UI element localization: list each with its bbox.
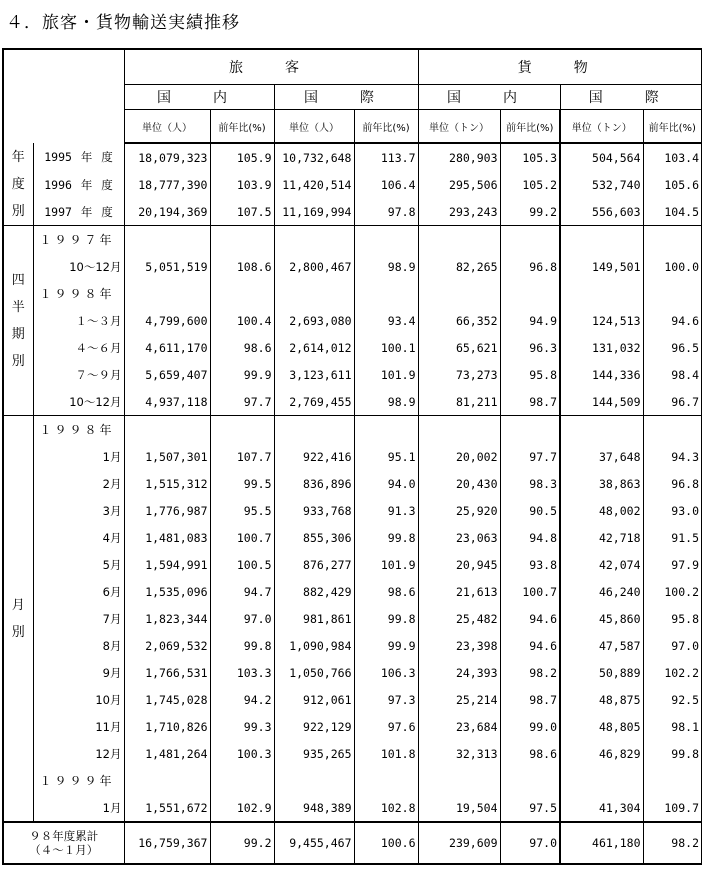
group-year-row (3, 226, 702, 254)
cell-cargo-international-yoy: 98.2 (643, 822, 702, 864)
cell-passenger-international: 935,265 (274, 740, 354, 767)
empty-cell (500, 280, 560, 307)
cell-passenger-international-yoy: 97.6 (354, 713, 418, 740)
cell-passenger-international-yoy: 97.3 (354, 686, 418, 713)
section-label-annual (3, 143, 33, 226)
cell-passenger-international-yoy: 99.8 (354, 524, 418, 551)
group-year-label: １９９８年 (33, 416, 124, 444)
cell-passenger-domestic: 1,710,826 (124, 713, 210, 740)
cell-cargo-domestic-yoy: 100.7 (500, 578, 560, 605)
row-label: ４～６月 (33, 334, 124, 361)
cell-cargo-domestic: 19,504 (418, 794, 500, 822)
empty-cell (354, 280, 418, 307)
cell-passenger-domestic: 1,481,264 (124, 740, 210, 767)
empty-cell (124, 226, 210, 254)
unit-header: 単位（人） (274, 110, 354, 144)
cell-passenger-domestic-yoy: 103.9 (210, 171, 274, 198)
empty-cell (210, 226, 274, 254)
empty-cell (354, 416, 418, 444)
row-label: 12月 (33, 740, 124, 767)
cell-passenger-domestic: 2,069,532 (124, 632, 210, 659)
cell-cargo-domestic: 23,398 (418, 632, 500, 659)
total-label-line2: （４～１月） (29, 843, 99, 857)
unit-header: 単位（トン） (418, 110, 500, 144)
cell-cargo-domestic-yoy: 97.0 (500, 822, 560, 864)
cell-cargo-international: 124,513 (560, 307, 643, 334)
empty-cell (124, 767, 210, 794)
cell-passenger-domestic-yoy: 94.7 (210, 578, 274, 605)
unit-header: 単位（トン） (560, 110, 643, 144)
row-label: １～３月 (33, 307, 124, 334)
cell-passenger-domestic: 1,594,991 (124, 551, 210, 578)
cell-passenger-international: 836,896 (274, 470, 354, 497)
group-year-row (3, 767, 702, 794)
cell-cargo-international-yoy: 97.0 (643, 632, 702, 659)
cell-passenger-international-yoy: 106.3 (354, 659, 418, 686)
cell-passenger-domestic: 1,776,987 (124, 497, 210, 524)
cell-passenger-domestic-yoy: 97.7 (210, 388, 274, 416)
table-row (3, 470, 702, 497)
total-row (3, 822, 702, 864)
empty-cell (274, 226, 354, 254)
yoy-header: 前年比(%) (210, 110, 274, 144)
row-label: 1月 (33, 443, 124, 470)
cell-passenger-domestic-yoy: 102.9 (210, 794, 274, 822)
page-title: ４．旅客・貨物輸送実績推移 (6, 13, 240, 33)
cell-passenger-international: 2,769,455 (274, 388, 354, 416)
cell-passenger-international: 882,429 (274, 578, 354, 605)
cell-passenger-domestic-yoy: 100.7 (210, 524, 274, 551)
table-row (3, 605, 702, 632)
cell-cargo-international-yoy: 105.6 (643, 171, 702, 198)
section-label-char: 年 (11, 149, 25, 165)
cell-cargo-international-yoy: 95.8 (643, 605, 702, 632)
cell-cargo-domestic-yoy: 99.0 (500, 713, 560, 740)
cell-cargo-domestic: 295,506 (418, 171, 500, 198)
cell-passenger-international: 3,123,611 (274, 361, 354, 388)
cell-cargo-international-yoy: 100.0 (643, 253, 702, 280)
cell-passenger-international: 933,768 (274, 497, 354, 524)
cell-passenger-international-yoy: 91.3 (354, 497, 418, 524)
cell-passenger-international: 1,090,984 (274, 632, 354, 659)
table-row (3, 578, 702, 605)
cell-cargo-domestic: 24,393 (418, 659, 500, 686)
cell-passenger-international: 912,061 (274, 686, 354, 713)
cell-passenger-international: 922,416 (274, 443, 354, 470)
cell-cargo-international: 42,074 (560, 551, 643, 578)
cell-cargo-international-yoy: 94.6 (643, 307, 702, 334)
unit-header: 単位（人） (124, 110, 210, 144)
cell-cargo-domestic: 23,684 (418, 713, 500, 740)
cell-cargo-domestic: 82,265 (418, 253, 500, 280)
cell-passenger-domestic: 4,799,600 (124, 307, 210, 334)
section-label-char: 月 (11, 597, 25, 613)
cell-cargo-domestic: 32,313 (418, 740, 500, 767)
cell-cargo-international: 48,805 (560, 713, 643, 740)
header-cargo-domestic: 国 内 (418, 85, 560, 110)
row-label: 2月 (33, 470, 124, 497)
cell-passenger-domestic-yoy: 99.2 (210, 822, 274, 864)
group-year-row (3, 416, 702, 444)
cell-passenger-domestic-yoy: 99.9 (210, 361, 274, 388)
row-label: 1月 (33, 794, 124, 822)
cell-passenger-domestic-yoy: 99.3 (210, 713, 274, 740)
cell-cargo-international-yoy: 109.7 (643, 794, 702, 822)
empty-cell (354, 226, 418, 254)
table-row (3, 443, 702, 470)
cell-passenger-international-yoy: 106.4 (354, 171, 418, 198)
table-row (3, 497, 702, 524)
empty-cell (418, 226, 500, 254)
empty-cell (643, 416, 702, 444)
cell-cargo-domestic: 73,273 (418, 361, 500, 388)
table-row (3, 686, 702, 713)
cell-cargo-international: 131,032 (560, 334, 643, 361)
section-label-char: 度 (11, 176, 25, 192)
empty-cell (274, 280, 354, 307)
cell-passenger-domestic-yoy: 100.3 (210, 740, 274, 767)
cell-passenger-domestic: 1,535,096 (124, 578, 210, 605)
cell-cargo-domestic-yoy: 98.3 (500, 470, 560, 497)
table-row (3, 632, 702, 659)
cell-passenger-domestic: 5,051,519 (124, 253, 210, 280)
cell-passenger-international-yoy: 99.9 (354, 632, 418, 659)
row-label: 9月 (33, 659, 124, 686)
empty-cell (418, 416, 500, 444)
cell-passenger-international: 876,277 (274, 551, 354, 578)
row-label: 6月 (33, 578, 124, 605)
cell-passenger-domestic: 1,507,301 (124, 443, 210, 470)
empty-cell (210, 767, 274, 794)
table-row (3, 388, 702, 416)
cell-passenger-domestic: 16,759,367 (124, 822, 210, 864)
cell-cargo-domestic: 20,002 (418, 443, 500, 470)
row-label: 10～12月 (33, 388, 124, 416)
cell-passenger-domestic-yoy: 103.3 (210, 659, 274, 686)
cell-passenger-international-yoy: 98.9 (354, 253, 418, 280)
cell-cargo-domestic-yoy: 96.8 (500, 253, 560, 280)
cell-passenger-domestic: 20,194,369 (124, 198, 210, 226)
cell-cargo-international: 41,304 (560, 794, 643, 822)
cell-cargo-international-yoy: 97.9 (643, 551, 702, 578)
cell-cargo-domestic-yoy: 94.8 (500, 524, 560, 551)
table-row (3, 143, 702, 171)
cell-passenger-international-yoy: 113.7 (354, 143, 418, 171)
cell-passenger-international-yoy: 100.1 (354, 334, 418, 361)
cell-passenger-domestic: 5,659,407 (124, 361, 210, 388)
cell-passenger-domestic-yoy: 108.6 (210, 253, 274, 280)
cell-passenger-international: 948,389 (274, 794, 354, 822)
cell-passenger-domestic: 1,823,344 (124, 605, 210, 632)
cell-passenger-international-yoy: 100.6 (354, 822, 418, 864)
section-label-char: 半 (11, 299, 25, 315)
cell-cargo-international: 46,829 (560, 740, 643, 767)
cell-cargo-international: 37,648 (560, 443, 643, 470)
cell-passenger-domestic: 18,079,323 (124, 143, 210, 171)
cell-cargo-domestic: 81,211 (418, 388, 500, 416)
cell-cargo-international-yoy: 93.0 (643, 497, 702, 524)
cell-passenger-domestic-yoy: 98.6 (210, 334, 274, 361)
row-label: 5月 (33, 551, 124, 578)
cell-passenger-international: 855,306 (274, 524, 354, 551)
cell-passenger-domestic: 1,745,028 (124, 686, 210, 713)
cell-cargo-international: 47,587 (560, 632, 643, 659)
cell-cargo-domestic: 25,920 (418, 497, 500, 524)
empty-cell (643, 280, 702, 307)
empty-cell (560, 226, 643, 254)
cell-cargo-domestic: 23,063 (418, 524, 500, 551)
section-label-char: 別 (11, 203, 25, 219)
cell-cargo-domestic-yoy: 98.7 (500, 388, 560, 416)
row-label: ７～９月 (33, 361, 124, 388)
cell-passenger-international: 11,420,514 (274, 171, 354, 198)
group-year-label: １９９８年 (33, 280, 124, 307)
total-label-line1: ９８年度累計 (29, 829, 99, 843)
table-row (3, 713, 702, 740)
cell-passenger-domestic: 1,766,531 (124, 659, 210, 686)
cell-passenger-international: 2,614,012 (274, 334, 354, 361)
cell-cargo-international: 48,002 (560, 497, 643, 524)
cell-passenger-domestic: 4,611,170 (124, 334, 210, 361)
cell-cargo-international-yoy: 103.4 (643, 143, 702, 171)
cell-passenger-domestic: 18,777,390 (124, 171, 210, 198)
header-cargo-international: 国 際 (560, 85, 702, 110)
cell-cargo-domestic-yoy: 105.2 (500, 171, 560, 198)
cell-passenger-domestic: 1,551,672 (124, 794, 210, 822)
cell-cargo-domestic-yoy: 105.3 (500, 143, 560, 171)
cell-passenger-international-yoy: 102.8 (354, 794, 418, 822)
cell-cargo-international: 149,501 (560, 253, 643, 280)
section-label-monthly (3, 416, 33, 823)
table-row (3, 524, 702, 551)
cell-cargo-domestic-yoy: 96.3 (500, 334, 560, 361)
cell-cargo-international: 48,875 (560, 686, 643, 713)
cell-cargo-domestic: 66,352 (418, 307, 500, 334)
row-label: 7月 (33, 605, 124, 632)
cell-cargo-international: 532,740 (560, 171, 643, 198)
cell-passenger-international-yoy: 101.9 (354, 361, 418, 388)
cell-cargo-international-yoy: 94.3 (643, 443, 702, 470)
cell-passenger-international: 2,693,080 (274, 307, 354, 334)
cell-cargo-international-yoy: 102.2 (643, 659, 702, 686)
cell-passenger-domestic: 1,481,083 (124, 524, 210, 551)
empty-cell (124, 416, 210, 444)
cell-cargo-domestic: 21,613 (418, 578, 500, 605)
empty-cell (560, 280, 643, 307)
cell-passenger-domestic-yoy: 100.4 (210, 307, 274, 334)
cell-cargo-international: 50,889 (560, 659, 643, 686)
cell-cargo-international: 45,860 (560, 605, 643, 632)
yoy-header: 前年比(%) (354, 110, 418, 144)
empty-cell (210, 416, 274, 444)
cell-cargo-domestic: 239,609 (418, 822, 500, 864)
empty-cell (560, 767, 643, 794)
cell-cargo-domestic-yoy: 97.7 (500, 443, 560, 470)
cell-passenger-international: 9,455,467 (274, 822, 354, 864)
empty-cell (500, 416, 560, 444)
cell-passenger-international: 10,732,648 (274, 143, 354, 171)
cell-passenger-international: 922,129 (274, 713, 354, 740)
cell-passenger-international-yoy: 99.8 (354, 605, 418, 632)
group-year-row (3, 280, 702, 307)
row-label: 10月 (33, 686, 124, 713)
cell-cargo-domestic: 280,903 (418, 143, 500, 171)
cell-cargo-international-yoy: 98.4 (643, 361, 702, 388)
table-row (3, 740, 702, 767)
cell-passenger-international-yoy: 97.8 (354, 198, 418, 226)
group-year-label: １９９７年 (33, 226, 124, 254)
cell-cargo-international-yoy: 98.1 (643, 713, 702, 740)
cell-cargo-international: 144,509 (560, 388, 643, 416)
cell-passenger-international: 2,800,467 (274, 253, 354, 280)
cell-cargo-international: 461,180 (560, 822, 643, 864)
empty-cell (418, 767, 500, 794)
cell-passenger-international: 11,169,994 (274, 198, 354, 226)
table-row (3, 253, 702, 280)
empty-cell (418, 280, 500, 307)
cell-cargo-domestic: 25,214 (418, 686, 500, 713)
cell-cargo-international-yoy: 99.8 (643, 740, 702, 767)
cell-cargo-international-yoy: 92.5 (643, 686, 702, 713)
cell-passenger-domestic-yoy: 94.2 (210, 686, 274, 713)
cell-cargo-domestic-yoy: 98.6 (500, 740, 560, 767)
cell-cargo-domestic-yoy: 98.2 (500, 659, 560, 686)
cell-cargo-domestic-yoy: 95.8 (500, 361, 560, 388)
row-label: 8月 (33, 632, 124, 659)
cell-passenger-international: 1,050,766 (274, 659, 354, 686)
section-label-char: 別 (11, 624, 25, 640)
cell-passenger-international-yoy: 101.9 (354, 551, 418, 578)
row-label: 4月 (33, 524, 124, 551)
cell-passenger-domestic-yoy: 105.9 (210, 143, 274, 171)
cell-cargo-domestic: 65,621 (418, 334, 500, 361)
cell-cargo-international: 46,240 (560, 578, 643, 605)
cell-passenger-domestic-yoy: 97.0 (210, 605, 274, 632)
table-row (3, 659, 702, 686)
cell-cargo-domestic-yoy: 94.9 (500, 307, 560, 334)
cell-passenger-domestic-yoy: 99.5 (210, 470, 274, 497)
table-row (3, 307, 702, 334)
empty-cell (560, 416, 643, 444)
empty-cell (643, 226, 702, 254)
cell-cargo-domestic: 20,945 (418, 551, 500, 578)
cell-cargo-international: 42,718 (560, 524, 643, 551)
row-label: 1996 年 度 (33, 171, 124, 198)
cell-cargo-domestic-yoy: 97.5 (500, 794, 560, 822)
cell-cargo-international-yoy: 91.5 (643, 524, 702, 551)
cell-cargo-domestic-yoy: 94.6 (500, 605, 560, 632)
empty-cell (643, 767, 702, 794)
header-cargo: 貨 物 (418, 49, 702, 85)
row-label: 1997 年 度 (33, 198, 124, 226)
cell-passenger-international-yoy: 98.6 (354, 578, 418, 605)
cell-cargo-international-yoy: 96.5 (643, 334, 702, 361)
cell-passenger-international: 981,861 (274, 605, 354, 632)
section-label-char: 別 (11, 353, 25, 369)
cell-cargo-domestic: 25,482 (418, 605, 500, 632)
row-label: 10～12月 (33, 253, 124, 280)
cell-cargo-international: 144,336 (560, 361, 643, 388)
cell-cargo-domestic: 20,430 (418, 470, 500, 497)
row-label: 1995 年 度 (33, 143, 124, 171)
table-row (3, 334, 702, 361)
cell-cargo-international-yoy: 104.5 (643, 198, 702, 226)
header-passenger-domestic: 国 内 (124, 85, 274, 110)
yoy-header: 前年比(%) (643, 110, 702, 144)
header-passenger: 旅 客 (124, 49, 418, 85)
empty-cell (500, 767, 560, 794)
table-row (3, 198, 702, 226)
cell-cargo-domestic-yoy: 98.7 (500, 686, 560, 713)
cell-passenger-international-yoy: 94.0 (354, 470, 418, 497)
table-row (3, 171, 702, 198)
cell-cargo-international: 556,603 (560, 198, 643, 226)
cell-cargo-international: 504,564 (560, 143, 643, 171)
table-row (3, 361, 702, 388)
total-label (3, 822, 124, 864)
cell-passenger-international-yoy: 101.8 (354, 740, 418, 767)
cell-passenger-domestic: 1,515,312 (124, 470, 210, 497)
section-label-char: 期 (11, 326, 25, 342)
section-label-char: 四 (11, 272, 25, 288)
cell-passenger-domestic-yoy: 107.7 (210, 443, 274, 470)
cell-cargo-international-yoy: 100.2 (643, 578, 702, 605)
section-label-quarterly (3, 226, 33, 416)
yoy-header: 前年比(%) (500, 110, 560, 144)
empty-cell (274, 416, 354, 444)
cell-cargo-international-yoy: 96.7 (643, 388, 702, 416)
empty-cell (210, 280, 274, 307)
cell-passenger-domestic: 4,937,118 (124, 388, 210, 416)
row-label: 3月 (33, 497, 124, 524)
cell-cargo-domestic-yoy: 99.2 (500, 198, 560, 226)
table-row (3, 551, 702, 578)
table-row (3, 794, 702, 822)
corner-cell (3, 49, 124, 143)
row-label: 11月 (33, 713, 124, 740)
cell-passenger-domestic-yoy: 95.5 (210, 497, 274, 524)
cell-passenger-domestic-yoy: 107.5 (210, 198, 274, 226)
transport-stats-table (2, 48, 702, 865)
cell-cargo-domestic-yoy: 90.5 (500, 497, 560, 524)
cell-passenger-domestic-yoy: 99.8 (210, 632, 274, 659)
cell-cargo-international-yoy: 96.8 (643, 470, 702, 497)
cell-passenger-international-yoy: 93.4 (354, 307, 418, 334)
cell-cargo-domestic-yoy: 93.8 (500, 551, 560, 578)
empty-cell (500, 226, 560, 254)
header-passenger-international: 国 際 (274, 85, 418, 110)
cell-cargo-domestic: 293,243 (418, 198, 500, 226)
cell-passenger-international-yoy: 95.1 (354, 443, 418, 470)
group-year-label: １９９９年 (33, 767, 124, 794)
empty-cell (274, 767, 354, 794)
cell-passenger-international-yoy: 98.9 (354, 388, 418, 416)
empty-cell (354, 767, 418, 794)
cell-passenger-domestic-yoy: 100.5 (210, 551, 274, 578)
cell-cargo-domestic-yoy: 94.6 (500, 632, 560, 659)
cell-cargo-international: 38,863 (560, 470, 643, 497)
empty-cell (124, 280, 210, 307)
